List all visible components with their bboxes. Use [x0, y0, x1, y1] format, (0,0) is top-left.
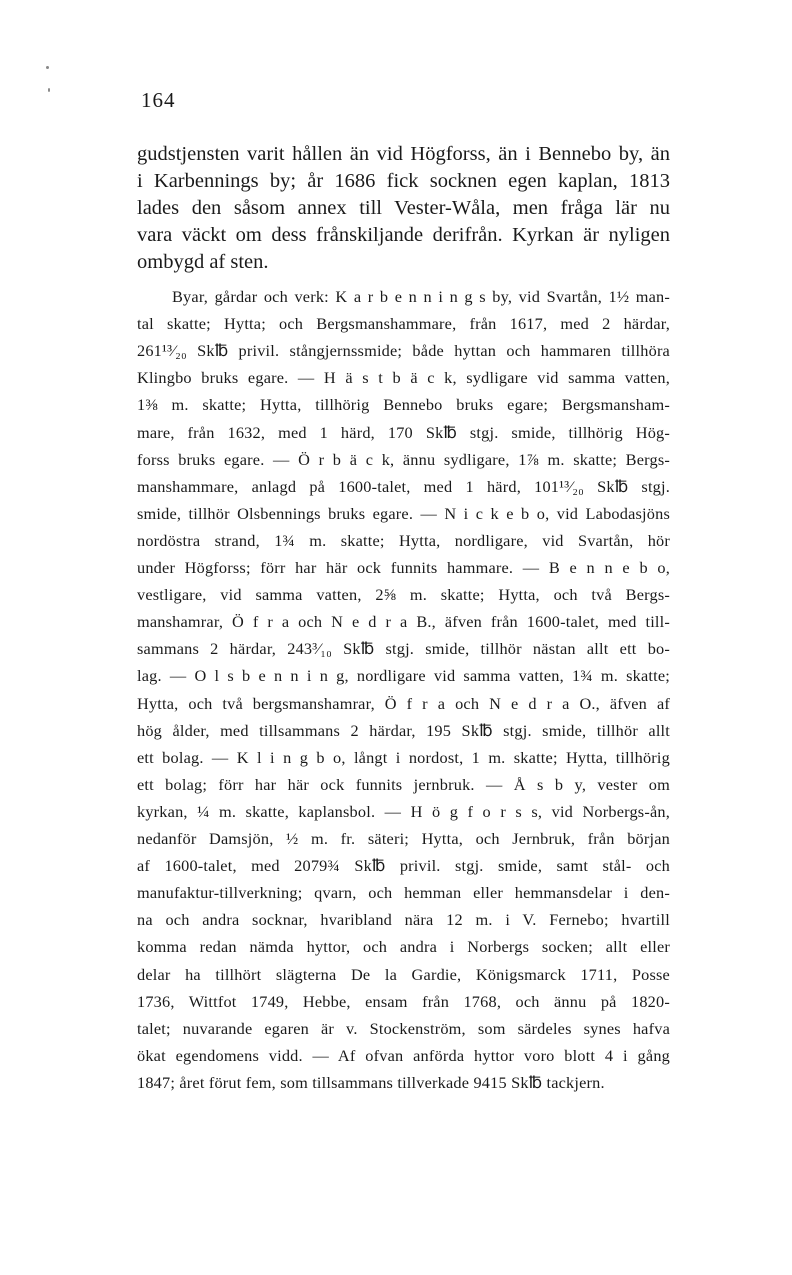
text-line: 1736, Wittfot 1749, Hebbe, ensam från 1768, och ännu på 1820- — [137, 991, 670, 1011]
text-line: ett bolag. — K l i n g b o, långt i nordost, 1 m. skatte; Hytta, tillhörig — [137, 747, 670, 767]
text-line: tal skatte; Hytta; och Bergsmanshammare, från 1617, med 2 härdar, — [137, 314, 670, 334]
text-line: gudstjensten varit hållen än vid Högforss, än i Bennebo by, än — [137, 143, 670, 165]
text-line: manshamrar, Ö f r a och N e d r a B., äfven från 1600-talet, med till- — [137, 612, 670, 632]
text-line: ökat egendomens vidd. — Af ofvan anförda hyttor voro blott 4 i gång — [137, 1045, 670, 1065]
text-line: ombygd af sten. — [137, 251, 269, 273]
text-line: lag. — O l s b e n n i n g, nordligare vid samma vatten, 1¾ m. skatte; — [137, 666, 670, 686]
text-line: under Högforss; förr har här ock funnits hammare. — B e n n e b o, — [137, 558, 670, 577]
text-line: na och andra socknar, hvaribland nära 12 m. i V. Fernebo; hvartill — [137, 910, 670, 930]
text-line: kyrkan, ¼ m. skatte, kaplansbol. — H ö g f o r s s, vid Norbergs-ån, — [137, 801, 670, 821]
text-line: komma redan nämda hyttor, och andra i Norbergs socken; allt eller — [137, 937, 670, 957]
text-line: mare, från 1632, med 1 härd, 170 Sk℔ stgj. smide, tillhörig Hög- — [137, 422, 670, 442]
text-line: ett bolag; förr har här ock funnits jernbruk. — Å s b y, vester om — [137, 774, 670, 794]
text-line: sammans 2 härdar, 243³⁄₁₀ Sk℔ stgj. smide, tillhör nästan allt ett bo- — [137, 639, 670, 659]
text-line: af 1600-talet, med 2079¾ Sk℔ privil. stgj. smide, samt stål- och — [137, 856, 670, 876]
text-line: 1⅜ m. skatte; Hytta, tillhörig Bennebo bruks egare; Bergsmansham- — [137, 395, 670, 415]
text-line: manshammare, anlagd på 1600-talet, med 1 härd, 101¹³⁄₂₀ Sk℔ stgj. — [137, 476, 670, 496]
text-line: forss bruks egare. — Ö r b ä c k, ännu sydligare, 1⅞ m. skatte; Bergs- — [137, 449, 670, 469]
text-line: talet; nuvarande egaren är v. Stockenström, som särdeles synes hafva — [137, 1018, 670, 1038]
text-line: smide, tillhör Olsbennings bruks egare. — N i c k e b o, vid Labodasjöns — [137, 503, 670, 523]
scan-speck — [48, 88, 50, 92]
text-line: Byar, gårdar och verk: K a r b e n n i n g s by, vid Svartån, 1½ man- — [172, 287, 670, 306]
page-number: 164 — [141, 88, 176, 112]
text-line: delar ha tillhört slägterna De la Gardie, Königsmarck 1711, Posse — [137, 964, 670, 984]
text-line: i Karbennings by; år 1686 fick socknen egen kaplan, 1813 — [137, 170, 670, 192]
text-line: vara väckt om dess frånskiljande derifrån. Kyrkan är nyligen — [137, 224, 670, 246]
text-line: nedanför Damsjön, ½ m. fr. säteri; Hytta, och Jernbruk, från början — [137, 829, 670, 848]
text-line: Klingbo bruks egare. — H ä s t b ä c k, sydligare vid samma vatten, — [137, 368, 670, 388]
text-line: lades den såsom annex till Vester-Wåla, men fråga lär nu — [137, 197, 670, 219]
text-line: nordöstra strand, 1¾ m. skatte; Hytta, nordligare, vid Svartån, hör — [137, 530, 670, 550]
text-line: 261¹³⁄₂₀ Sk℔ privil. stångjernssmide; både hyttan och hammaren tillhöra — [137, 341, 670, 361]
text-line: manufaktur-tillverkning; qvarn, och hemman eller hemmansdelar i den- — [137, 883, 670, 903]
text-line: vestligare, vid samma vatten, 2⅝ m. skatte; Hytta, och två Bergs- — [137, 585, 670, 605]
text-line: 1847; året förut fem, som tillsammans tillverkade 9415 Sk℔ tackjern. — [137, 1072, 605, 1092]
scan-speck — [46, 66, 49, 69]
text-line: hög ålder, med tillsammans 2 härdar, 195 Sk℔ stgj. smide, tillhör allt — [137, 720, 670, 740]
text-line: Hytta, och två bergsmanshamrar, Ö f r a och N e d r a O., äfven af — [137, 693, 670, 713]
